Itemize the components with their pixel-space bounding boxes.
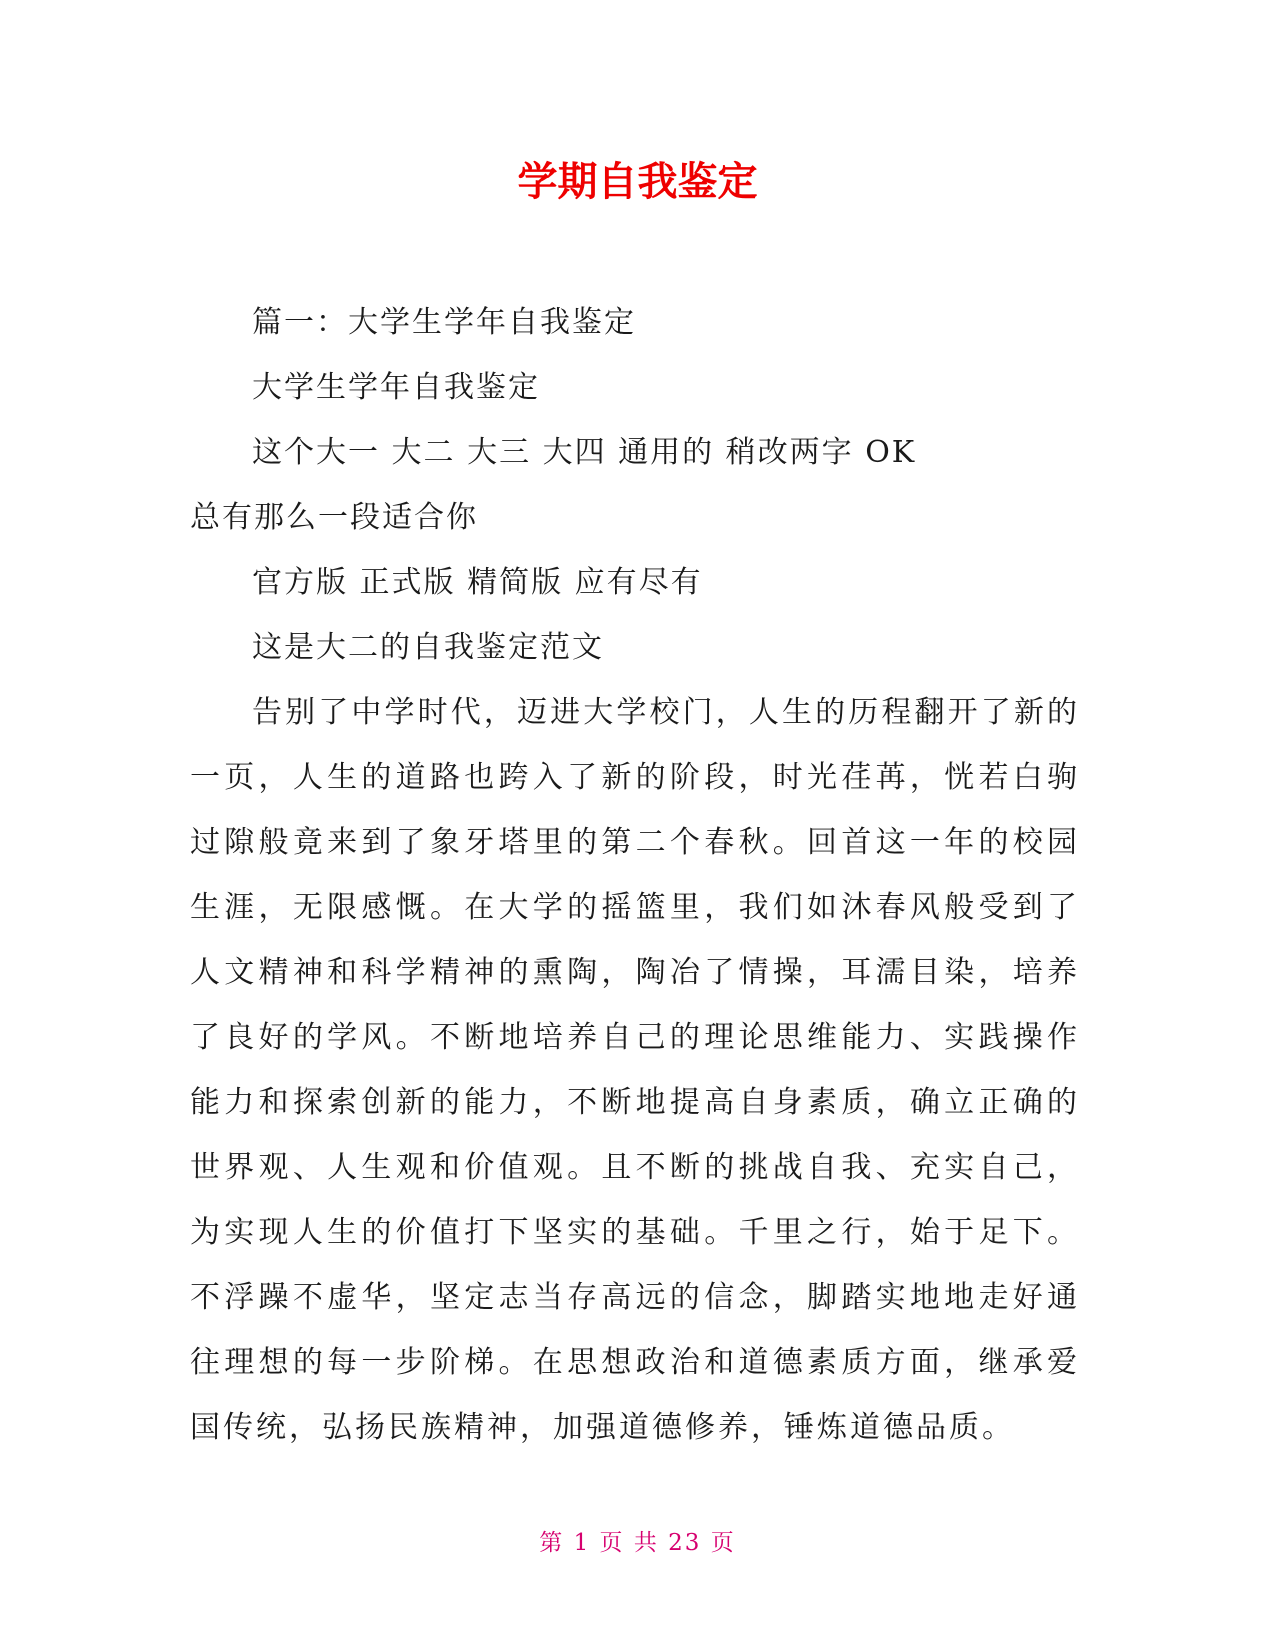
section-heading: 篇一：大学生学年自我鉴定	[252, 305, 636, 340]
document-body	[190, 290, 1080, 1460]
body-paragraph: 告别了中学时代，迈进大学校门，人生的历程翻开了新的一页，人生的道路也跨入了新的阶段，时光荏苒，恍若白驹过隙般竟来到了象牙塔里的第二个春秋。回首这一年的校园生涯，无限感慨。在大学的摇篮里，我们如沐春风般受到了人文精神和科学精神的熏陶，陶冶了情操，耳濡目染，培养了良好的学风。不断地培养自己的理论思维能力、实践操作能力和探索创新的能力，不断地提高自身素质，确立正确的世界观、人生观和价值观。且不断的挑战自我、充实自己，为实现人生的价值打下坚实的基础。千里之行，始于足下。不浮躁不虚华，坚定志当存高远的信念，脚踏实地地走好通往理想的每一步阶梯。在思想政治和道德素质方面，继承爱国传统，弘扬民族精神，加强道德修养，锤炼道德品质。	[190, 695, 1080, 1445]
note-line-continued: 总有那么一段适合你	[190, 500, 478, 535]
sample-intro-line: 这是大二的自我鉴定范文	[252, 630, 604, 665]
document-title: 学期自我鉴定	[517, 159, 758, 205]
subtitle-line: 大学生学年自我鉴定	[252, 370, 540, 405]
version-line: 官方版 正式版 精简版 应有尽有	[252, 565, 703, 600]
note-line: 这个大一 大二 大三 大四 通用的 稍改两字 OK	[252, 435, 917, 470]
page-number-footer: 第 1 页 共 23 页	[539, 1530, 736, 1556]
